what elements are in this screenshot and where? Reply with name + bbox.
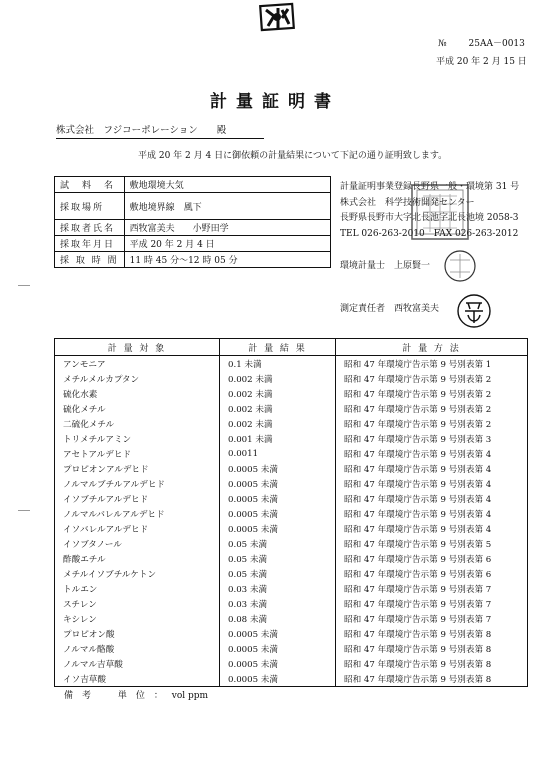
cell-method: 昭和 47 年環境庁告示第 9 号別表第 8 — [336, 671, 528, 687]
page-title: 計量証明書 — [210, 92, 340, 112]
personal-stamp-icon — [456, 293, 492, 329]
sample-info-row — [55, 220, 331, 236]
cell-method: 昭和 47 年環境庁告示第 9 号別表第 8 — [336, 641, 528, 656]
cell-target: プロピオン酸 — [55, 626, 220, 641]
cell-result: 0.002 未満 — [220, 386, 336, 401]
cell-target: イソバレルアルデヒド — [55, 521, 220, 536]
cell-target: トリメチルアミン — [55, 431, 220, 446]
cell-result: 0.0005 未満 — [220, 671, 336, 687]
cell-target: ノルマル酪酸 — [55, 641, 220, 656]
company-seal-icon — [408, 182, 472, 242]
cell-method: 昭和 47 年環境庁告示第 9 号別表第 4 — [336, 491, 528, 506]
table-row — [55, 476, 528, 491]
table-row — [55, 356, 528, 372]
table-row — [55, 461, 528, 476]
cell-target: メチルメルカプタン — [55, 371, 220, 386]
sample-info-label: 採取年月日 — [55, 236, 125, 252]
sample-info-label: 採取場所 — [55, 193, 125, 220]
sample-info-row — [55, 177, 331, 193]
company-name: 株式会社 科学技術開発センター — [340, 197, 475, 208]
cell-result: 0.0005 未満 — [220, 491, 336, 506]
table-row — [55, 566, 528, 581]
addressee: 株式会社 フジコーポレーション 殿 — [56, 125, 227, 136]
remarks-label: 備 考 — [64, 691, 92, 701]
cell-result: 0.0005 未満 — [220, 506, 336, 521]
cell-target: メチルイソブチルケトン — [55, 566, 220, 581]
cell-target: プロピオンアルデヒド — [55, 461, 220, 476]
table-row — [55, 596, 528, 611]
company-registration: 計量証明事業登録長野県一般・環境第 31 号 — [340, 182, 520, 192]
cell-method: 昭和 47 年環境庁告示第 9 号別表第 7 — [336, 596, 528, 611]
cell-method: 昭和 47 年環境庁告示第 9 号別表第 4 — [336, 446, 528, 461]
cell-result: 0.05 未満 — [220, 536, 336, 551]
table-row — [55, 386, 528, 401]
cell-target: ノルマル吉草酸 — [55, 656, 220, 671]
cell-target: イソブタノール — [55, 536, 220, 551]
cell-result: 0.05 未満 — [220, 566, 336, 581]
sample-info-row — [55, 252, 331, 268]
cell-method: 昭和 47 年環境庁告示第 9 号別表第 1 — [336, 356, 528, 372]
cell-method: 昭和 47 年環境庁告示第 9 号別表第 7 — [336, 611, 528, 626]
responsible-person — [340, 305, 439, 314]
doc-number-label: № — [438, 39, 447, 49]
table-row — [55, 611, 528, 626]
cell-method: 昭和 47 年環境庁告示第 9 号別表第 4 — [336, 476, 528, 491]
cell-target: イソ吉草酸 — [55, 671, 220, 687]
table-row — [55, 401, 528, 416]
sample-info-label: 試 料 名 — [55, 177, 125, 193]
cell-target: 二硫化メチル — [55, 416, 220, 431]
cell-target: 硫化水素 — [55, 386, 220, 401]
table-row — [55, 491, 528, 506]
company-address: 長野県長野市大字北長池字北長池境 2058-3 — [340, 213, 519, 223]
cell-result: 0.002 未満 — [220, 401, 336, 416]
cell-result: 0.08 未満 — [220, 611, 336, 626]
table-row — [55, 506, 528, 521]
env-measurer-label: 環境計量士 — [340, 261, 386, 271]
company-contact: TEL 026-263-2010 FAX 026-263-2012 — [340, 228, 519, 239]
cell-result: 0.0005 未満 — [220, 626, 336, 641]
table-row — [55, 656, 528, 671]
measurement-table — [54, 338, 528, 687]
header-target: 計 量 対 象 — [55, 339, 220, 356]
sample-info-row — [55, 193, 331, 220]
table-row — [55, 551, 528, 566]
cell-target: アセトアルデヒド — [55, 446, 220, 461]
table-row — [55, 446, 528, 461]
addressee-underline — [56, 138, 264, 139]
cell-target: 酢酸エチル — [55, 551, 220, 566]
cell-method: 昭和 47 年環境庁告示第 9 号別表第 2 — [336, 416, 528, 431]
sample-info-row — [55, 236, 331, 252]
table-row — [55, 626, 528, 641]
cell-result: 0.0005 未満 — [220, 641, 336, 656]
cell-method: 昭和 47 年環境庁告示第 9 号別表第 8 — [336, 626, 528, 641]
sample-info-table — [54, 176, 331, 268]
cell-target: キシレン — [55, 611, 220, 626]
table-row — [55, 536, 528, 551]
issue-date: 平成 20 年 2 月 15 日 — [436, 57, 527, 67]
cell-result: 0.0005 未満 — [220, 476, 336, 491]
doc-number-value: 25AA－0013 — [468, 39, 525, 49]
cell-method: 昭和 47 年環境庁告示第 9 号別表第 6 — [336, 551, 528, 566]
cell-method: 昭和 47 年環境庁告示第 9 号別表第 4 — [336, 461, 528, 476]
cell-result: 0.0005 未満 — [220, 521, 336, 536]
sample-info-value: 敷地環境大気 — [124, 177, 330, 193]
table-row — [55, 641, 528, 656]
cell-method: 昭和 47 年環境庁告示第 9 号別表第 5 — [336, 536, 528, 551]
cell-result: 0.03 未満 — [220, 596, 336, 611]
personal-stamp-icon — [440, 248, 480, 284]
table-row — [55, 416, 528, 431]
table-row — [55, 521, 528, 536]
cell-result: 0.002 未満 — [220, 371, 336, 386]
table-row — [55, 371, 528, 386]
cell-method: 昭和 47 年環境庁告示第 9 号別表第 8 — [336, 656, 528, 671]
cell-result: 0.001 未満 — [220, 431, 336, 446]
intro-text: 平成 20 年 2 月 4 日に御依頼の計量結果について下記の通り証明致します。 — [138, 151, 448, 161]
cell-target: 硫化メチル — [55, 401, 220, 416]
unit-label: 単 位 ： — [117, 691, 163, 701]
cell-method: 昭和 47 年環境庁告示第 9 号別表第 4 — [336, 521, 528, 536]
header-method: 計 量 方 法 — [336, 339, 528, 356]
document-number — [438, 40, 525, 49]
env-measurer — [340, 262, 430, 271]
responsible-name: 西牧富美夫 — [394, 304, 440, 314]
sample-info-label: 採取者氏名 — [55, 220, 125, 236]
sample-info-value: 敷地境界線 風下 — [124, 193, 330, 220]
cell-result: 0.002 未満 — [220, 416, 336, 431]
cell-target: ノルマルバレルアルデヒド — [55, 506, 220, 521]
cell-result: 0.1 未満 — [220, 356, 336, 372]
header-result: 計 量 結 果 — [220, 339, 336, 356]
binding-mark — [18, 285, 30, 286]
table-row — [55, 581, 528, 596]
sample-info-value: 平成 20 年 2 月 4 日 — [124, 236, 330, 252]
sample-info-value: 11 時 45 分～12 時 05 分 — [124, 252, 330, 268]
cell-result: 0.0005 未満 — [220, 656, 336, 671]
cell-method: 昭和 47 年環境庁告示第 9 号別表第 2 — [336, 401, 528, 416]
cell-method: 昭和 47 年環境庁告示第 9 号別表第 7 — [336, 581, 528, 596]
cell-target: トルエン — [55, 581, 220, 596]
sample-info-value: 西牧富美夫 小野田学 — [124, 220, 330, 236]
measurement-header-row — [55, 339, 528, 356]
table-row — [55, 431, 528, 446]
table-row — [55, 671, 528, 687]
cell-result: 0.0011 — [220, 446, 336, 461]
unit-value: vol ppm — [171, 691, 209, 701]
env-measurer-name: 上原賢一 — [394, 261, 431, 271]
cell-method: 昭和 47 年環境庁告示第 9 号別表第 2 — [336, 371, 528, 386]
company-logo-icon — [258, 2, 296, 32]
binding-mark — [18, 510, 30, 511]
measurement-body — [55, 356, 528, 687]
cell-method: 昭和 47 年環境庁告示第 9 号別表第 6 — [336, 566, 528, 581]
cell-result: 0.03 未満 — [220, 581, 336, 596]
cell-result: 0.0005 未満 — [220, 461, 336, 476]
cell-method: 昭和 47 年環境庁告示第 9 号別表第 3 — [336, 431, 528, 446]
remarks — [64, 688, 208, 701]
cell-target: ノルマルブチルアルデヒド — [55, 476, 220, 491]
cell-target: スチレン — [55, 596, 220, 611]
cell-target: アンモニア — [55, 356, 220, 372]
cell-target: イソブチルアルデヒド — [55, 491, 220, 506]
cell-result: 0.05 未満 — [220, 551, 336, 566]
cell-method: 昭和 47 年環境庁告示第 9 号別表第 2 — [336, 386, 528, 401]
responsible-label: 測定責任者 — [340, 304, 386, 314]
cell-method: 昭和 47 年環境庁告示第 9 号別表第 4 — [336, 506, 528, 521]
sample-info-label: 採 取 時 間 — [55, 252, 125, 268]
